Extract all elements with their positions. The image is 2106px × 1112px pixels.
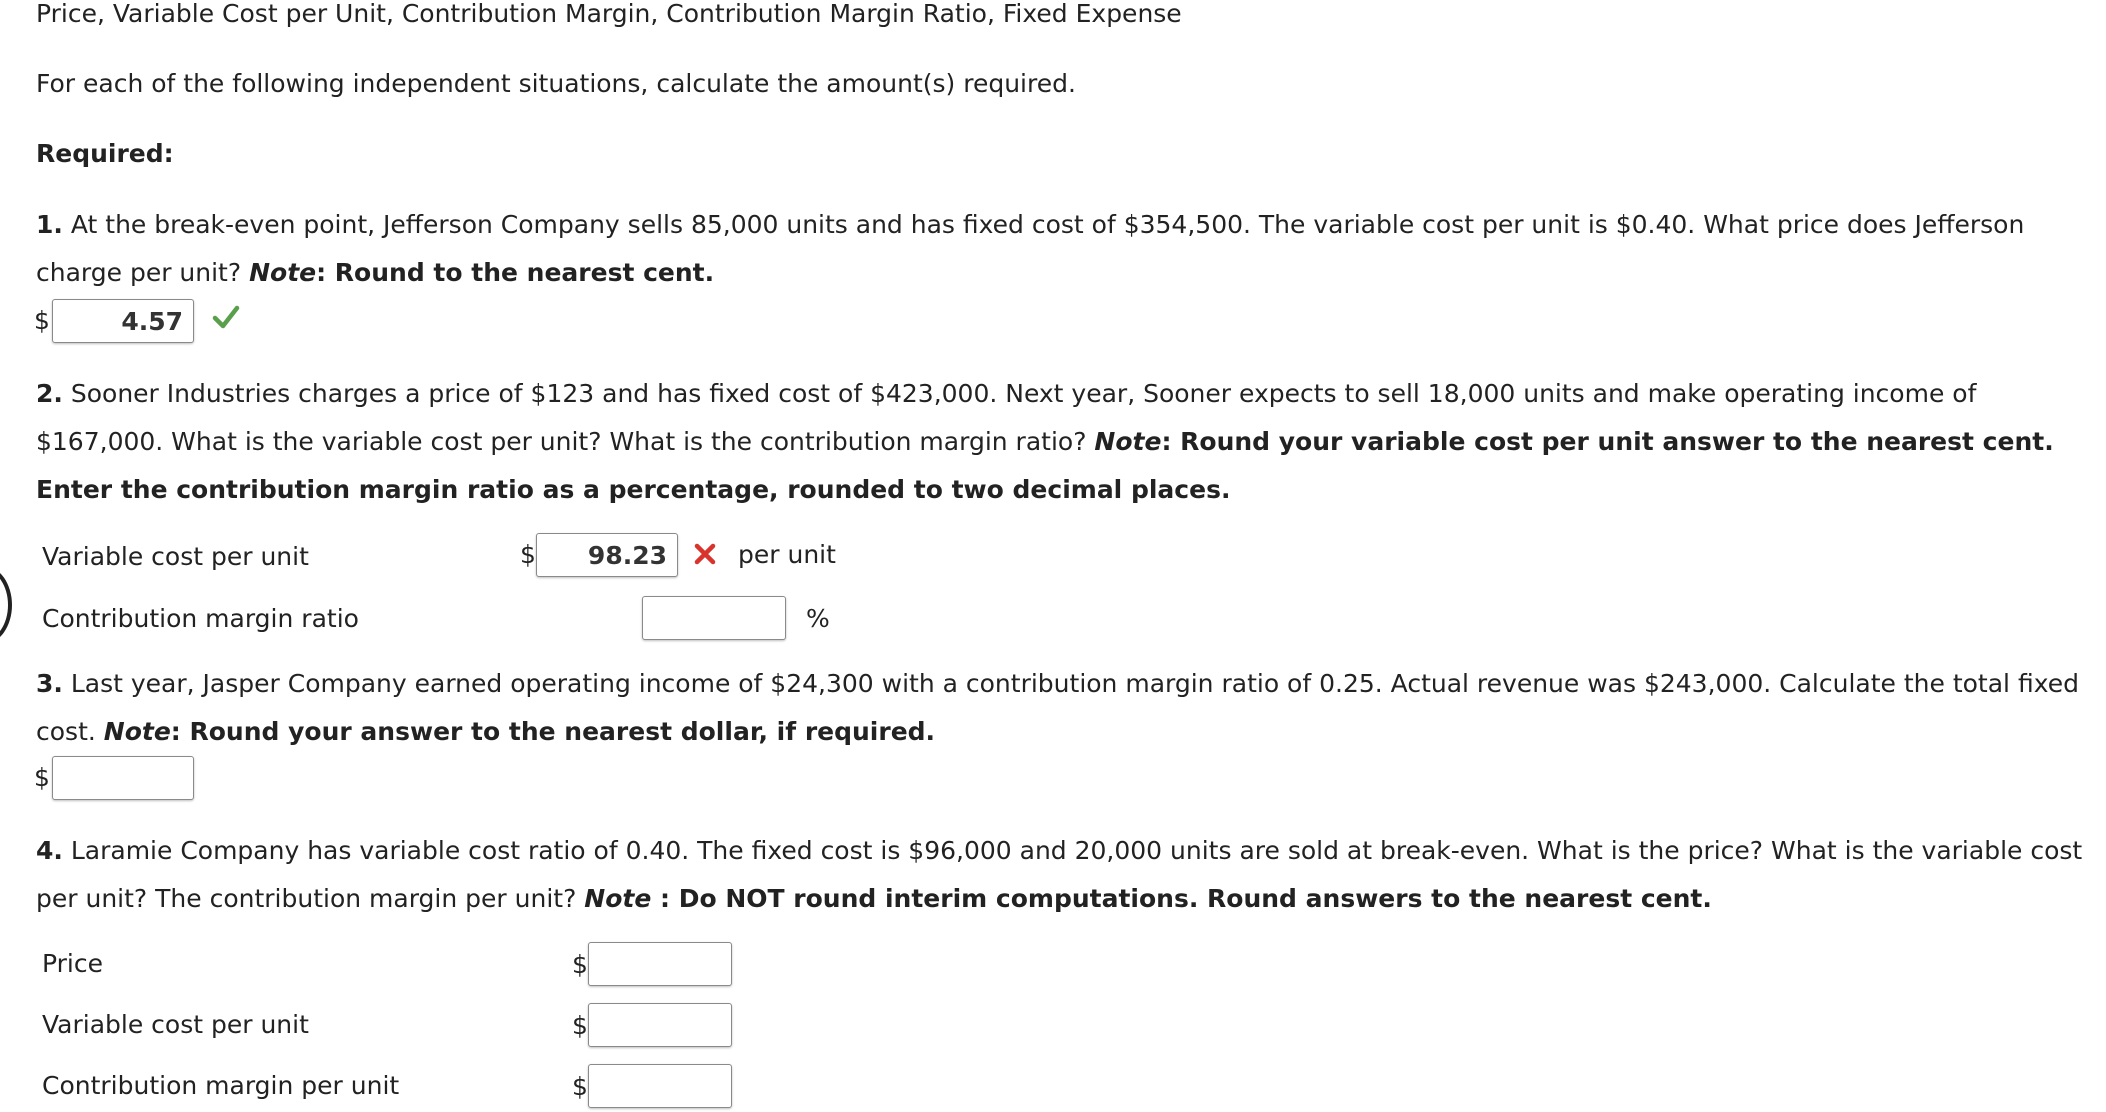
q2-percent-suffix: %	[806, 604, 830, 633]
question-4-note-label: Note	[584, 884, 652, 913]
question-2-number: 2.	[36, 379, 63, 408]
question-3-number: 3.	[36, 669, 63, 698]
question-2-note-label: Note	[1094, 427, 1162, 456]
question-1-note-label: Note	[249, 258, 317, 287]
page-title: Price, Variable Cost per Unit, Contribution Margin, Contribution Margin Ratio, Fixed Expense	[36, 0, 1182, 28]
q4-cm-per-unit-label: Contribution margin per unit	[42, 1071, 400, 1100]
question-1-note-text: : Round to the nearest cent.	[316, 258, 715, 287]
q2-variable-cost-input[interactable]	[536, 533, 678, 577]
question-4-note-text: : Do NOT round interim computations. Round answers to the nearest cent.	[651, 884, 1712, 913]
q4-variable-cost-label: Variable cost per unit	[42, 1010, 309, 1039]
q1-currency: $	[34, 306, 50, 335]
q1-answer-input[interactable]	[52, 299, 194, 343]
required-heading: Required:	[36, 139, 174, 168]
q4-cm-per-unit-currency: $	[572, 1072, 588, 1101]
question-1-text: At the break-even point, Jefferson Company sells 85,000 units and has fixed cost of $354,500. The variable cost per unit is $0.40. What price does Jefferson charge per unit?	[36, 210, 2025, 287]
question-2-note-text: : Round your variable cost per unit answer to the nearest cent. Enter the contribution margin ratio as a percentage, rounded to two decimal places.	[36, 427, 2054, 504]
q2-variable-cost-currency: $	[520, 540, 536, 569]
q4-cm-per-unit-input[interactable]	[588, 1064, 732, 1108]
question-1-number: 1.	[36, 210, 63, 239]
q3-answer-input[interactable]	[52, 756, 194, 800]
q4-price-currency: $	[572, 950, 588, 979]
q2-per-unit-suffix: per unit	[738, 540, 836, 569]
q4-variable-cost-currency: $	[572, 1011, 588, 1040]
check-icon	[212, 304, 240, 330]
question-3-text: Last year, Jasper Company earned operating income of $24,300 with a contribution margin ratio of 0.25. Actual revenue was $243,000. Calculate the total fixed cost.	[36, 669, 2079, 746]
question-2-text: Sooner Industries charges a price of $123 and has fixed cost of $423,000. Next year, Sooner expects to sell 18,000 units and make operating income of $167,000. What is the variable cost per unit? What is the contribution margin ratio?	[36, 379, 1977, 456]
question-4-text: Laramie Company has variable cost ratio of 0.40. The fixed cost is $96,000 and 20,000 units are sold at break-even. What is the price? What is the variable cost per unit? The contribution margin per unit?	[36, 836, 2083, 913]
q4-price-input[interactable]	[588, 942, 732, 986]
question-4-number: 4.	[36, 836, 63, 865]
instructions: For each of the following independent situations, calculate the amount(s) required.	[36, 69, 1076, 98]
question-4	[36, 827, 2086, 923]
side-arc-decoration	[0, 566, 12, 644]
x-icon	[694, 543, 716, 565]
q3-currency: $	[34, 763, 50, 792]
question-3-note-text: : Round your answer to the nearest dollar, if required.	[170, 717, 936, 746]
question-1	[36, 201, 2086, 297]
q4-variable-cost-input[interactable]	[588, 1003, 732, 1047]
question-3	[36, 660, 2106, 756]
q2-cm-ratio-label: Contribution margin ratio	[42, 604, 359, 633]
q4-price-label: Price	[42, 949, 103, 978]
q2-cm-ratio-input[interactable]	[642, 596, 786, 640]
q2-variable-cost-label: Variable cost per unit	[42, 542, 309, 571]
question-2	[36, 370, 2056, 514]
question-3-note-label: Note	[103, 717, 171, 746]
